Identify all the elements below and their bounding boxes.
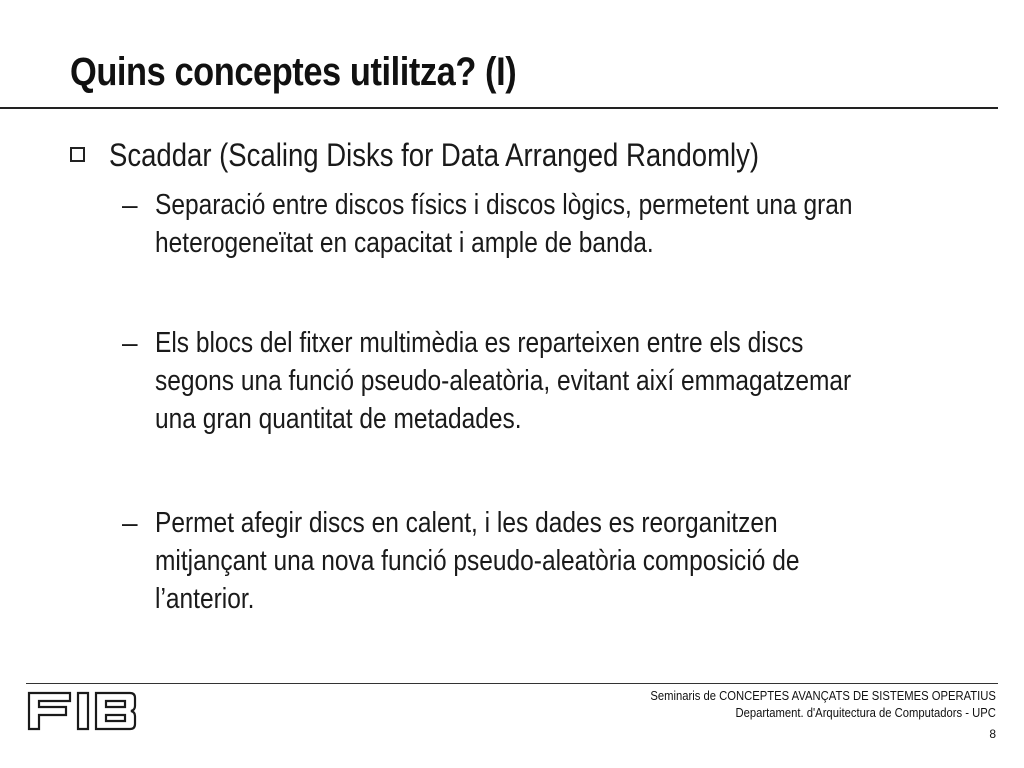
bullet-text: Scaddar (Scaling Disks for Data Arranged Randomly) (109, 137, 760, 173)
sub-bullet-line: una gran quantitat de metadades. (155, 403, 522, 435)
footer-caption (612, 688, 996, 722)
sub-bullet-line: l’anterior. (155, 583, 255, 615)
hollow-square-bullet-icon (70, 147, 85, 162)
slide-title: Quins conceptes utilitza? (I) (70, 50, 517, 94)
dash-marker: – (122, 507, 138, 538)
dash-marker: – (122, 327, 138, 358)
title-divider (0, 107, 998, 109)
sub-bullet-line: Separació entre discos físics i discos lògics, permetent una gran (155, 189, 853, 221)
footer-course-name: Seminaris de CONCEPTES AVANÇATS DE SISTEMES OPERATIUS (650, 689, 996, 703)
sub-bullet-line: heterogeneïtat en capacitat i ample de banda. (155, 227, 654, 259)
sub-bullet-line: mitjançant una nova funció pseudo-aleatòria composició de (155, 545, 800, 577)
dash-marker: – (122, 189, 138, 220)
page-number: 8 (989, 727, 996, 741)
footer-department: Departament. d'Arquitectura de Computadors - UPC (735, 706, 996, 720)
sub-bullet-line: Permet afegir discs en calent, i les dades es reorganitzen (155, 507, 778, 539)
sub-bullet-line: Els blocs del fitxer multimèdia es reparteixen entre els discs (155, 327, 804, 359)
fib-logo-icon (26, 690, 138, 732)
footer-divider (26, 683, 998, 684)
sub-bullet-line: segons una funció pseudo-aleatòria, evitant així emmagatzemar (155, 365, 852, 397)
